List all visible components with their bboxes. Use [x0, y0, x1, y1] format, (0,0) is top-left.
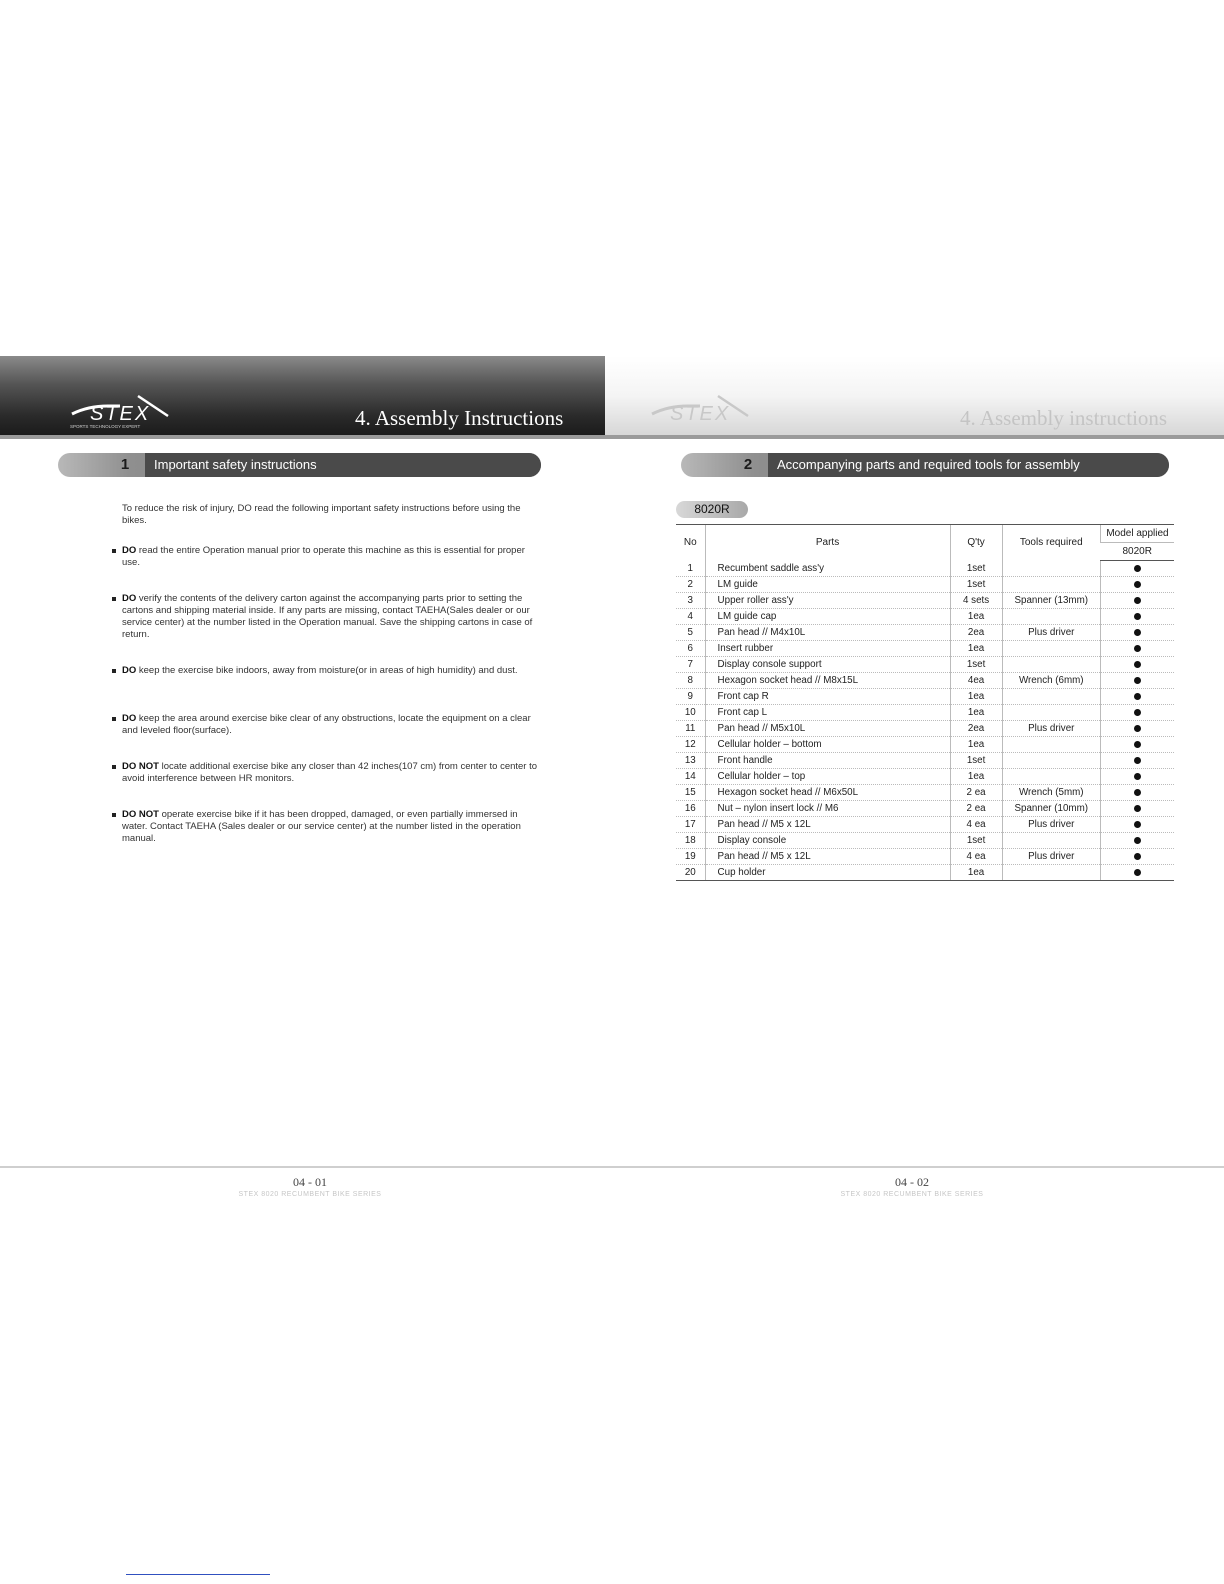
filled-circle-icon: [1134, 613, 1141, 620]
filled-circle-icon: [1134, 853, 1141, 860]
cell-model-applied: [1100, 785, 1174, 801]
cell-tool: [1002, 641, 1100, 657]
footer-series-right: STEX 8020 RECUMBENT BIKE SERIES: [840, 1191, 984, 1198]
cell-tool: [1002, 577, 1100, 593]
cell-qty: 1set: [950, 753, 1002, 769]
cell-part: Cup holder: [705, 865, 950, 881]
link-underline: [126, 1574, 270, 1575]
cell-model-applied: [1100, 865, 1174, 881]
model-tag: 8020R: [676, 501, 748, 518]
col-header-model: 8020R: [1100, 543, 1174, 561]
table-row: [676, 817, 1174, 833]
cell-tool: Wrench (5mm): [1002, 785, 1100, 801]
cell-model-applied: [1100, 849, 1174, 865]
cell-qty: 1ea: [950, 769, 1002, 785]
cell-part: Pan head // M4x10L: [705, 625, 950, 641]
filled-circle-icon: [1134, 757, 1141, 764]
filled-circle-icon: [1134, 581, 1141, 588]
footer-series-left: STEX 8020 RECUMBENT BIKE SERIES: [238, 1191, 382, 1198]
cell-no: 18: [676, 833, 705, 849]
cell-model-applied: [1100, 609, 1174, 625]
cell-no: 13: [676, 753, 705, 769]
cell-qty: 1set: [950, 657, 1002, 673]
cell-tool: [1002, 737, 1100, 753]
safety-item: DO NOT locate additional exercise bike any closer than 42 inches(107 cm) from center to center to avoid interference between HR monitors.: [110, 761, 540, 785]
cell-tool: [1002, 561, 1100, 577]
cell-part: Display console support: [705, 657, 950, 673]
cell-no: 19: [676, 849, 705, 865]
filled-circle-icon: [1134, 645, 1141, 652]
cell-model-applied: [1100, 817, 1174, 833]
filled-circle-icon: [1134, 805, 1141, 812]
cell-model-applied: [1100, 641, 1174, 657]
cell-part: Front handle: [705, 753, 950, 769]
filled-circle-icon: [1134, 597, 1141, 604]
cell-tool: Plus driver: [1002, 625, 1100, 641]
cell-tool: Wrench (6mm): [1002, 673, 1100, 689]
cell-part: Front cap R: [705, 689, 950, 705]
section-bar-parts: [681, 453, 1169, 477]
header-divider: [0, 435, 1224, 439]
page-title-left: 4. Assembly Instructions: [355, 406, 564, 430]
cell-tool: [1002, 689, 1100, 705]
cell-no: 11: [676, 721, 705, 737]
filled-circle-icon: [1134, 677, 1141, 684]
cell-tool: [1002, 865, 1100, 881]
filled-circle-icon: [1134, 789, 1141, 796]
cell-no: 5: [676, 625, 705, 641]
cell-model-applied: [1100, 625, 1174, 641]
cell-qty: 2 ea: [950, 801, 1002, 817]
cell-no: 6: [676, 641, 705, 657]
cell-no: 8: [676, 673, 705, 689]
svg-text:SPORTS TECHNOLOGY EXPERT: SPORTS TECHNOLOGY EXPERT: [70, 424, 141, 429]
svg-text:STEX: STEX: [670, 403, 731, 425]
cell-model-applied: [1100, 657, 1174, 673]
filled-circle-icon: [1134, 725, 1141, 732]
cell-part: Display console: [705, 833, 950, 849]
cell-model-applied: [1100, 673, 1174, 689]
col-header-qty: Q'ty: [950, 525, 1002, 561]
table-row: [676, 593, 1174, 609]
col-header-tools: Tools required: [1002, 525, 1100, 561]
cell-qty: 1set: [950, 577, 1002, 593]
cell-model-applied: [1100, 737, 1174, 753]
cell-part: Pan head // M5 x 12L: [705, 817, 950, 833]
cell-qty: 2ea: [950, 625, 1002, 641]
cell-qty: 1ea: [950, 689, 1002, 705]
table-row: [676, 641, 1174, 657]
cell-part: Nut – nylon insert lock // M6: [705, 801, 950, 817]
cell-qty: 4ea: [950, 673, 1002, 689]
table-row: [676, 561, 1174, 577]
filled-circle-icon: [1134, 869, 1141, 876]
safety-item: DO verify the contents of the delivery carton against the accompanying parts prior to setting the cartons and shipping material inside. If any parts are missing, contact TAEHA(Sales dealer or our service center) at the number listed in the Operation manual. Save the shipping cartons in case of return.: [110, 593, 540, 641]
cell-model-applied: [1100, 753, 1174, 769]
cell-tool: [1002, 753, 1100, 769]
cell-part: Hexagon socket head // M8x15L: [705, 673, 950, 689]
page-number-left: 04 - 01: [293, 1175, 327, 1189]
filled-circle-icon: [1134, 837, 1141, 844]
cell-no: 15: [676, 785, 705, 801]
cell-model-applied: [1100, 689, 1174, 705]
table-row: [676, 753, 1174, 769]
cell-tool: [1002, 833, 1100, 849]
filled-circle-icon: [1134, 661, 1141, 668]
filled-circle-icon: [1134, 693, 1141, 700]
section-number: 1: [120, 456, 130, 473]
table-row: [676, 625, 1174, 641]
table-row: [676, 737, 1174, 753]
table-row: [676, 801, 1174, 817]
section-title: Accompanying parts and required tools for assembly: [768, 453, 1169, 477]
cell-model-applied: [1100, 721, 1174, 737]
cell-model-applied: [1100, 561, 1174, 577]
table-row: [676, 769, 1174, 785]
section-number: 2: [743, 456, 753, 473]
cell-part: Insert rubber: [705, 641, 950, 657]
cell-part: LM guide cap: [705, 609, 950, 625]
filled-circle-icon: [1134, 773, 1141, 780]
cell-no: 14: [676, 769, 705, 785]
stex-logo-left: [68, 394, 178, 430]
cell-no: 7: [676, 657, 705, 673]
filled-circle-icon: [1134, 629, 1141, 636]
cell-no: 12: [676, 737, 705, 753]
cell-no: 3: [676, 593, 705, 609]
cell-model-applied: [1100, 833, 1174, 849]
cell-part: Front cap L: [705, 705, 950, 721]
section-bar-safety: [58, 453, 541, 477]
cell-part: Recumbent saddle ass'y: [705, 561, 950, 577]
cell-qty: 2 ea: [950, 785, 1002, 801]
safety-intro: To reduce the risk of injury, DO read the following important safety instructions before using the bikes.: [122, 503, 521, 526]
cell-part: Pan head // M5x10L: [705, 721, 950, 737]
table-row: [676, 833, 1174, 849]
cell-qty: 1ea: [950, 609, 1002, 625]
cell-tool: [1002, 609, 1100, 625]
table-row: [676, 785, 1174, 801]
cell-model-applied: [1100, 593, 1174, 609]
table-row: [676, 609, 1174, 625]
cell-tool: Plus driver: [1002, 817, 1100, 833]
cell-no: 1: [676, 561, 705, 577]
cell-tool: [1002, 657, 1100, 673]
page-number-right: 04 - 02: [895, 1175, 929, 1189]
filled-circle-icon: [1134, 821, 1141, 828]
table-row: [676, 721, 1174, 737]
stex-logo-right: [648, 394, 758, 430]
table-row: [676, 673, 1174, 689]
cell-model-applied: [1100, 577, 1174, 593]
cell-model-applied: [1100, 705, 1174, 721]
cell-qty: 4 sets: [950, 593, 1002, 609]
page-title-right: 4. Assembly instructions: [960, 406, 1168, 430]
table-row: [676, 577, 1174, 593]
table-row: [676, 689, 1174, 705]
cell-tool: Spanner (10mm): [1002, 801, 1100, 817]
cell-part: Hexagon socket head // M6x50L: [705, 785, 950, 801]
parts-table: [676, 524, 1174, 881]
bullet-icon: [112, 813, 116, 817]
safety-item: DO read the entire Operation manual prior to operate this machine as this is essential for proper use.: [110, 545, 540, 569]
cell-part: Cellular holder – top: [705, 769, 950, 785]
cell-no: 17: [676, 817, 705, 833]
cell-part: Cellular holder – bottom: [705, 737, 950, 753]
cell-qty: 4 ea: [950, 849, 1002, 865]
cell-part: LM guide: [705, 577, 950, 593]
cell-no: 4: [676, 609, 705, 625]
cell-tool: Plus driver: [1002, 721, 1100, 737]
table-row: [676, 657, 1174, 673]
col-header-no: No: [676, 525, 705, 561]
cell-part: Pan head // M5 x 12L: [705, 849, 950, 865]
cell-no: 10: [676, 705, 705, 721]
cell-no: 20: [676, 865, 705, 881]
table-row: [676, 865, 1174, 881]
bullet-icon: [112, 597, 116, 601]
col-header-model-applied: Model applied: [1100, 525, 1174, 543]
cell-qty: 2ea: [950, 721, 1002, 737]
cell-qty: 1ea: [950, 705, 1002, 721]
cell-no: 16: [676, 801, 705, 817]
table-row: [676, 849, 1174, 865]
safety-item: DO keep the exercise bike indoors, away from moisture(or in areas of high humidity) and dust.: [110, 665, 540, 677]
cell-model-applied: [1100, 769, 1174, 785]
cell-tool: Spanner (13mm): [1002, 593, 1100, 609]
filled-circle-icon: [1134, 565, 1141, 572]
bullet-icon: [112, 669, 116, 673]
bullet-icon: [112, 549, 116, 553]
cell-no: 2: [676, 577, 705, 593]
footer-divider: [0, 1166, 1224, 1168]
cell-qty: 1ea: [950, 737, 1002, 753]
cell-tool: [1002, 769, 1100, 785]
safety-item: DO NOT operate exercise bike if it has been dropped, damaged, or even partially immersed in water. Contact TAEHA (Sales dealer or our service center) at the number listed in the operation manual.: [110, 809, 540, 845]
cell-qty: 1ea: [950, 865, 1002, 881]
cell-qty: 4 ea: [950, 817, 1002, 833]
cell-part: Upper roller ass'y: [705, 593, 950, 609]
filled-circle-icon: [1134, 709, 1141, 716]
cell-qty: 1set: [950, 833, 1002, 849]
bullet-icon: [112, 765, 116, 769]
svg-text:STEX: STEX: [90, 403, 151, 425]
cell-tool: Plus driver: [1002, 849, 1100, 865]
cell-no: 9: [676, 689, 705, 705]
section-title: Important safety instructions: [145, 453, 541, 477]
table-row: [676, 705, 1174, 721]
filled-circle-icon: [1134, 741, 1141, 748]
cell-qty: 1set: [950, 561, 1002, 577]
cell-tool: [1002, 705, 1100, 721]
cell-model-applied: [1100, 801, 1174, 817]
cell-qty: 1ea: [950, 641, 1002, 657]
bullet-icon: [112, 717, 116, 721]
safety-item: DO keep the area around exercise bike clear of any obstructions, locate the equipment on a clear and leveled floor(surface).: [110, 713, 540, 737]
col-header-parts: Parts: [705, 525, 950, 561]
